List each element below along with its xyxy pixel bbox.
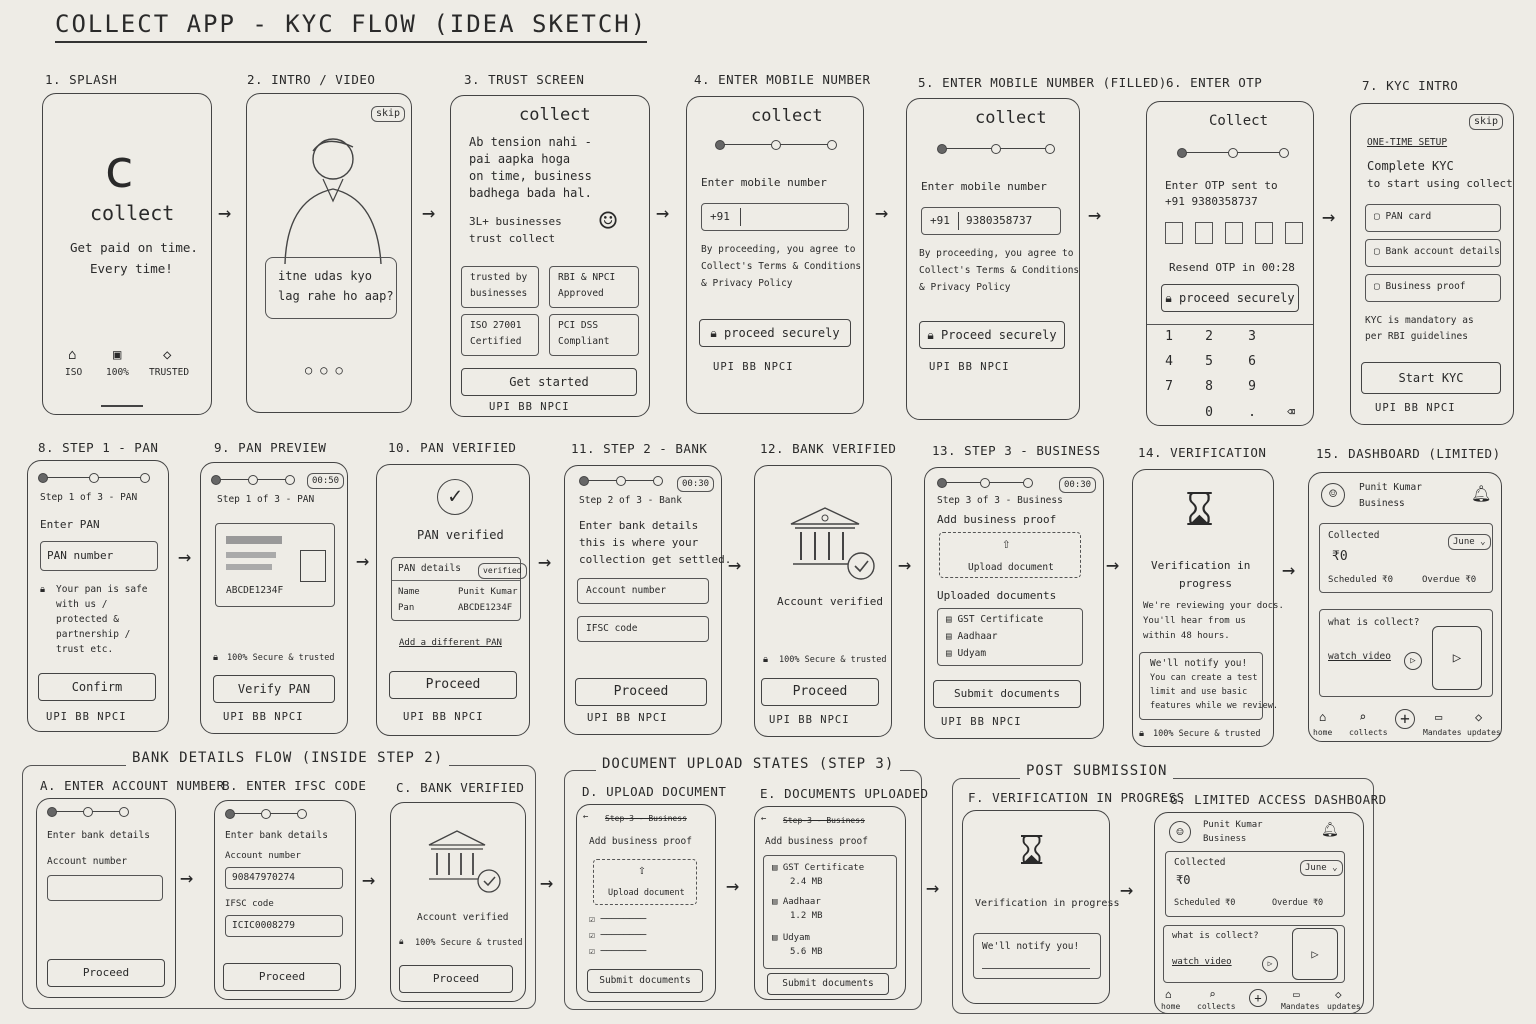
play-icon: ▷: [1262, 956, 1278, 972]
progress-indicator: [937, 478, 1033, 488]
document-icon: ▤: [946, 631, 958, 642]
nav-mandates[interactable]: Mandates: [1281, 1002, 1320, 1011]
field-label: Add business proof: [937, 513, 1057, 526]
upload-document-screen: [576, 804, 716, 1002]
proceed-button[interactable]: 🔒︎ proceed securely: [699, 319, 851, 347]
pan-input[interactable]: PAN number: [40, 541, 158, 571]
field-label: Enter PAN: [40, 518, 100, 531]
bank-screen: 00:30 Step 2 of 3 - Bank Enter bank details this is where your collection get settled. Account number IFSC code Proceed UPI BB NPCI: [564, 465, 722, 735]
document-icon: ▤: [772, 933, 783, 943]
numeric-keypad[interactable]: [1147, 324, 1313, 426]
user-role: Business: [1203, 834, 1247, 844]
progress-indicator: [937, 144, 1055, 154]
kyc-item-pan[interactable]: ▢ PAN card: [1365, 204, 1501, 232]
timer-badge: 00:30: [1059, 477, 1096, 493]
status-text: Account verified: [777, 595, 883, 608]
terms-link[interactable]: Collect's Terms & Conditions: [701, 261, 862, 272]
trust-card: trusted by businesses: [461, 266, 539, 308]
screen-label: 13. STEP 3 - BUSINESS: [932, 443, 1101, 458]
watch-video-link: watch video: [1328, 651, 1391, 662]
account-number-input[interactable]: [47, 875, 163, 901]
proceed-button[interactable]: Proceed: [389, 671, 517, 699]
proceed-button[interactable]: Proceed: [575, 678, 707, 706]
screen-label: 2. INTRO / VIDEO: [247, 72, 376, 87]
key[interactable]: 8: [1205, 379, 1213, 394]
user-name: Punit Kumar: [1359, 482, 1422, 493]
user-name: Punit Kumar: [1203, 820, 1263, 830]
screen-label: 6. ENTER OTP: [1166, 75, 1263, 90]
mandates-icon[interactable]: ▭: [1435, 710, 1443, 724]
search-icon[interactable]: ⌕: [1359, 710, 1367, 724]
flow-arrow: →: [898, 553, 912, 578]
upload-icon: ⇧: [638, 863, 646, 878]
badge-label: 100%: [106, 367, 129, 378]
trust-stat: trust collect: [469, 232, 556, 245]
collect-logo-icon: c: [105, 140, 134, 200]
pan-details-card: PAN details verified Name Punit Kumar Pan ABCDE1234F: [391, 557, 521, 621]
trust-footer: UPI BB NPCI: [929, 361, 1010, 373]
shield-icon[interactable]: ◇: [1335, 988, 1342, 1001]
bank-verified-screen: [754, 465, 892, 737]
bank-icon: [423, 827, 503, 895]
flow-arrow: →: [1322, 205, 1336, 230]
trust-copy: pai aapka hoga: [469, 152, 571, 166]
field-label: Add business proof: [765, 836, 868, 847]
mobile-input[interactable]: +91: [701, 203, 849, 231]
timer-badge: 00:30: [677, 476, 714, 492]
timer-badge: 00:50: [307, 473, 344, 489]
screen-label: 10. PAN VERIFIED: [388, 440, 517, 455]
screen-label: 9. PAN PREVIEW: [214, 440, 327, 455]
submit-documents-button[interactable]: Submit documents: [767, 973, 889, 995]
key[interactable]: 6: [1248, 354, 1256, 369]
intro-screen: [246, 93, 412, 413]
pan-preview-screen: [200, 462, 348, 734]
mobile-filled-screen: [906, 98, 1080, 420]
submit-documents-button[interactable]: Submit documents: [933, 680, 1081, 708]
shield-icon[interactable]: ◇: [1475, 710, 1483, 724]
user-role: Business: [1359, 498, 1405, 509]
status-text: Account verified: [417, 912, 509, 923]
bank-icon: [785, 504, 877, 582]
screen-label: 8. STEP 1 - PAN: [38, 440, 159, 455]
photo-icon: [300, 550, 326, 582]
screen-label: 5. ENTER MOBILE NUMBER (FILLED): [918, 75, 1167, 90]
splash-screen: [42, 93, 212, 415]
avatar-icon[interactable]: ☺: [1169, 821, 1191, 843]
key[interactable]: 0: [1205, 405, 1213, 420]
watch-video-link: watch video: [1172, 957, 1232, 967]
chart-icon: ▣: [113, 347, 122, 363]
field-label: Enter mobile number: [701, 176, 827, 189]
screen-label: C. BANK VERIFIED: [396, 780, 525, 795]
kyc-heading: Complete KYC: [1367, 159, 1454, 173]
bubble-text: lag rahe ho aap?: [278, 289, 394, 303]
document-icon: ▤: [772, 863, 783, 873]
lock-icon: 🔒︎: [1139, 728, 1145, 739]
pan-verified-screen: [376, 464, 530, 736]
progress-indicator: [579, 476, 663, 486]
person-icon: ☺: [599, 204, 618, 239]
flow-arrow: →: [538, 550, 552, 575]
key[interactable]: 2: [1205, 329, 1213, 344]
key[interactable]: 4: [1165, 354, 1173, 369]
progress-indicator: [211, 475, 295, 485]
lock-icon: 🔒︎: [40, 584, 46, 595]
bell-icon[interactable]: 🔔︎: [1471, 484, 1492, 503]
kyc-intro-screen: [1350, 103, 1514, 425]
enter-ifsc-screen: Enter bank details Account number 90847970274 IFSC code ICIC0008279 Proceed: [214, 800, 356, 1000]
flow-arrow: →: [1282, 558, 1296, 583]
nav-home[interactable]: home: [1313, 728, 1333, 737]
key[interactable]: 1: [1165, 329, 1173, 344]
verification-progress-screen: [962, 810, 1120, 1004]
flow-arrow: →: [1088, 203, 1102, 228]
skip-button[interactable]: skip: [371, 106, 405, 122]
checklist: ☑ ────────: [589, 914, 647, 925]
verified-badge: verified: [478, 563, 527, 579]
proceed-button[interactable]: Proceed: [761, 678, 879, 706]
flow-arrow: →: [656, 201, 670, 226]
confirm-button[interactable]: Confirm: [38, 673, 156, 701]
secure-note: 100% Secure & trusted: [1153, 729, 1261, 739]
avatar-icon[interactable]: ☺: [1321, 483, 1345, 507]
backspace-icon[interactable]: ⌫: [1287, 405, 1295, 420]
dashboard-screen: [1308, 472, 1502, 742]
secure-note: 100% Secure & trusted: [415, 938, 523, 948]
setup-tag: ONE-TIME SETUP: [1367, 137, 1448, 148]
home-icon[interactable]: ⌂: [1319, 710, 1327, 724]
document-icon: ▤: [772, 897, 783, 907]
proceed-button[interactable]: 🔒︎ Proceed securely: [919, 321, 1065, 349]
notify-card: We'll notify you! You can create a test limit and use basic features while we review.: [1139, 652, 1263, 720]
flow-arrow: →: [422, 201, 436, 226]
account-number-input[interactable]: Account number: [577, 578, 709, 604]
progress-indicator: [1177, 148, 1289, 158]
screen-label: E. DOCUMENTS UPLOADED: [760, 786, 929, 801]
trust-copy: Ab tension nahi -: [469, 135, 592, 149]
proceed-button[interactable]: Proceed: [223, 963, 341, 991]
trust-card: RBI & NPCI Approved: [549, 266, 639, 308]
nav-updates[interactable]: updates: [1467, 728, 1501, 737]
enter-account-screen: Enter bank details Account number Proceed: [36, 798, 176, 998]
screen-label: A. ENTER ACCOUNT NUMBER: [40, 778, 225, 793]
flow-arrow: →: [180, 866, 194, 891]
get-started-button[interactable]: Get started: [461, 368, 637, 396]
add-icon[interactable]: +: [1249, 989, 1267, 1007]
bubble-text: itne udas kyo: [278, 269, 372, 283]
what-is-collect-card[interactable]: what is collect? watch video ▷ ▷: [1163, 925, 1345, 983]
otp-screen: [1146, 101, 1314, 426]
speech-bubble: [265, 257, 397, 319]
trust-footer: UPI BB NPCI: [403, 711, 484, 723]
lock-icon: 🔒︎: [710, 326, 724, 340]
otp-prompt: Enter OTP sent to: [1165, 179, 1278, 192]
ifsc-input[interactable]: ICIC0008279: [225, 915, 343, 937]
video-thumbnail: ▷: [1292, 928, 1338, 980]
bank-icon: ⌂: [68, 347, 77, 363]
screen-label: 15. DASHBOARD (LIMITED): [1316, 446, 1501, 461]
document-icon: ▢: [1374, 281, 1386, 292]
search-icon[interactable]: ⌕: [1209, 988, 1216, 1001]
field-label: Add business proof: [589, 836, 692, 847]
nav-mandates[interactable]: Mandates: [1423, 728, 1462, 737]
page-title: COLLECT APP - KYC FLOW (IDEA SKETCH): [55, 10, 647, 43]
page-indicator[interactable]: ○○○: [305, 363, 351, 377]
screen-label: D. UPLOAD DOCUMENT: [582, 784, 727, 799]
nav-collects[interactable]: collects: [1197, 1002, 1236, 1011]
group-title: DOCUMENT UPLOAD STATES (STEP 3): [596, 756, 900, 772]
play-icon: ▷: [1404, 652, 1422, 670]
nav-home[interactable]: home: [1161, 1002, 1181, 1011]
field-label: Enter mobile number: [921, 180, 1047, 193]
key[interactable]: .: [1248, 405, 1256, 420]
flow-arrow: →: [356, 549, 370, 574]
back-icon[interactable]: ←: [761, 814, 767, 824]
status-heading: Verification in: [1151, 559, 1251, 572]
notify-card: We'll notify you!: [973, 933, 1101, 979]
step-label: Step 1 of 3 - PAN: [217, 494, 315, 505]
lock-icon: 🔒︎: [1165, 291, 1179, 305]
badge-label: TRUSTED: [149, 367, 190, 378]
trust-copy: badhega bada hal.: [469, 186, 592, 200]
key[interactable]: 3: [1248, 329, 1256, 344]
kyc-item-bank[interactable]: ▢ Bank account details: [1365, 239, 1501, 267]
pan-screen: Step 1 of 3 - PAN Enter PAN PAN number 🔒︎ Your pan is safe with us / protected & partnership / trust etc. Confirm UPI BB NPCI: [27, 460, 169, 732]
kyc-item-business[interactable]: ▢ Business proof: [1365, 274, 1501, 302]
check-icon: ✓: [437, 479, 473, 515]
person-illustration: [265, 129, 385, 264]
otp-box[interactable]: [1255, 222, 1273, 244]
progress-indicator: [715, 140, 839, 150]
privacy-link[interactable]: & Privacy Policy: [919, 282, 1011, 293]
trust-footer: UPI BB NPCI: [713, 361, 794, 373]
flow-arrow: →: [218, 201, 232, 226]
video-thumbnail: ▷: [1432, 626, 1482, 690]
trust-stat: 3L+ businesses: [469, 215, 562, 228]
verification-screen: ⌛︎ Verification in progress We're reviewing your docs. You'll hear from us within 48 hours. We'll notify you! You can create a test limit and use basic features while we review. 🔒︎ 100% Secure & trusted: [1132, 469, 1274, 747]
flow-arrow: →: [1106, 553, 1120, 578]
pan-card-preview: ABCDE1234F: [215, 523, 335, 607]
hourglass-icon: ⌛︎: [1019, 828, 1045, 874]
bank-icon: ▢: [1374, 246, 1386, 257]
trust-screen: [450, 95, 650, 417]
upload-dropzone[interactable]: ⇧ Upload document: [939, 532, 1081, 578]
what-is-collect-card[interactable]: what is collect? watch video ▷ ▷: [1319, 609, 1493, 697]
trust-footer: UPI BB NPCI: [46, 711, 127, 723]
status-text: PAN verified: [417, 528, 504, 542]
kyc-note: per RBI guidelines: [1365, 331, 1468, 342]
month-dropdown[interactable]: June ⌄: [1448, 534, 1491, 550]
resend-timer[interactable]: Resend OTP in 00:28: [1169, 261, 1295, 274]
trust-footer: UPI BB NPCI: [941, 716, 1022, 728]
otp-box[interactable]: [1195, 222, 1213, 244]
home-icon[interactable]: ⌂: [1165, 988, 1172, 1001]
legal-text: By proceeding, you agree to: [919, 248, 1074, 259]
add-different-pan-link[interactable]: Add a different PAN: [399, 638, 502, 648]
collected-card: Collected ₹0 June ⌄ Scheduled ₹0 Overdue ₹0: [1165, 851, 1345, 917]
checklist: ☑ ────────: [589, 946, 647, 957]
document-icon: ▤: [946, 614, 958, 625]
screen-label: 14. VERIFICATION: [1138, 445, 1267, 460]
lock-icon: 🔒︎: [763, 654, 769, 665]
flow-arrow: →: [726, 874, 740, 899]
screen-label: 11. STEP 2 - BANK: [571, 441, 708, 456]
ifsc-input[interactable]: IFSC code: [577, 616, 709, 642]
collected-card: Collected ₹0 June ⌄ Scheduled ₹0 Overdue ₹0: [1319, 523, 1493, 593]
status-text: Verification in progress: [975, 898, 1120, 909]
back-icon[interactable]: ←: [583, 812, 589, 822]
lock-icon: 🔒︎: [213, 652, 219, 663]
bell-icon[interactable]: 🔔︎: [1321, 822, 1339, 838]
screen-label: B. ENTER IFSC CODE: [222, 778, 367, 793]
trust-card: PCI DSS Compliant: [549, 314, 639, 356]
mandates-icon[interactable]: ▭: [1293, 988, 1300, 1001]
screen-label: F. VERIFICATION IN PROGRESS: [968, 790, 1185, 805]
tagline: Get paid on time.: [70, 240, 198, 255]
progress-indicator: [47, 807, 129, 817]
proceed-button[interactable]: 🔒︎ proceed securely: [1161, 284, 1299, 312]
screen-label: 4. ENTER MOBILE NUMBER: [694, 72, 871, 87]
kyc-note: KYC is mandatory as: [1365, 315, 1474, 326]
skip-button[interactable]: skip: [1469, 114, 1503, 130]
business-screen: [924, 467, 1104, 739]
step-label: Step-3 - Business: [783, 816, 865, 825]
uploaded-list: ▤ GST Certificate 2.4 MB ▤ Aadhaar 1.2 MB ▤ Udyam 5.6 MB: [763, 855, 897, 969]
screen-label: 12. BANK VERIFIED: [760, 441, 897, 456]
shield-icon: ◇: [163, 347, 172, 363]
legal-text: By proceeding, you agree to: [701, 244, 856, 255]
terms-link[interactable]: Collect's Terms & Conditions: [919, 265, 1080, 276]
lock-icon: 🔒︎: [927, 328, 941, 342]
submit-documents-button[interactable]: Submit documents: [587, 969, 703, 993]
flow-arrow: →: [178, 545, 192, 570]
account-number-input[interactable]: 90847970274: [225, 867, 343, 889]
checklist: ☑ ────────: [589, 930, 647, 941]
tagline: Every time!: [90, 261, 173, 276]
trust-footer: UPI BB NPCI: [1375, 402, 1456, 414]
trust-footer: UPI BB NPCI: [223, 711, 304, 723]
progress-indicator: [38, 473, 150, 483]
proceed-button[interactable]: Proceed: [47, 959, 165, 987]
step-label: Step 3 of 3 - Business: [937, 495, 1063, 506]
home-indicator: [101, 405, 143, 407]
screen-label: 1. SPLASH: [45, 72, 118, 87]
key[interactable]: 5: [1205, 354, 1213, 369]
flow-arrow: →: [362, 868, 376, 893]
flow-arrow: →: [540, 871, 554, 896]
otp-box[interactable]: [1285, 222, 1303, 244]
trust-footer: UPI BB NPCI: [587, 712, 668, 724]
progress-indicator: [225, 809, 307, 819]
documents-uploaded-screen: [754, 806, 906, 1000]
flow-arrow: →: [875, 201, 889, 226]
uploaded-heading: Uploaded documents: [937, 589, 1057, 602]
brand-name: collect: [519, 105, 591, 125]
lock-icon: 🔒︎: [399, 937, 404, 947]
step-label: Step 1 of 3 - PAN: [40, 492, 138, 503]
id-card-icon: ▢: [1374, 211, 1386, 222]
group-title: POST SUBMISSION: [1020, 763, 1173, 779]
add-icon[interactable]: +: [1395, 709, 1415, 729]
step-label: Step 2 of 3 - Bank: [579, 495, 682, 506]
brand-name: collect: [751, 106, 823, 126]
secure-note: 100% Secure & trusted: [779, 655, 887, 665]
upload-icon: ⇧: [1002, 536, 1011, 552]
otp-number: +91 9380358737: [1165, 195, 1258, 208]
trust-copy: on time, business: [469, 169, 592, 183]
status-heading: progress: [1179, 577, 1232, 590]
proceed-button[interactable]: Proceed: [399, 965, 513, 993]
step-label: Step-3 - Business: [605, 814, 687, 823]
kyc-subheading: to start using collect: [1367, 177, 1513, 190]
trust-card: ISO 27001 Certified: [461, 314, 539, 356]
privacy-link[interactable]: & Privacy Policy: [701, 278, 793, 289]
otp-box[interactable]: [1225, 222, 1243, 244]
screen-label: 3. TRUST SCREEN: [464, 72, 585, 87]
uploaded-list: ▤ GST Certificate ▤ Aadhaar ▤ Udyam: [937, 608, 1083, 666]
verify-pan-button[interactable]: Verify PAN: [213, 675, 335, 703]
badge-label: ISO: [65, 367, 83, 378]
start-kyc-button[interactable]: Start KYC: [1361, 362, 1501, 394]
flow-arrow: →: [926, 876, 940, 901]
screen-label: 7. KYC INTRO: [1362, 78, 1459, 93]
key[interactable]: 9: [1248, 379, 1256, 394]
document-icon: ▤: [946, 648, 958, 659]
brand-name: collect: [975, 108, 1047, 128]
nav-updates[interactable]: updates: [1327, 1002, 1361, 1011]
nav-collects[interactable]: collects: [1349, 728, 1388, 737]
hourglass-icon: ⌛︎: [1185, 482, 1215, 536]
flow-arrow: →: [728, 553, 742, 578]
limited-dashboard-screen: [1154, 812, 1364, 1014]
brand-name: Collect: [1209, 113, 1269, 129]
month-dropdown[interactable]: June ⌄: [1300, 860, 1343, 876]
mobile-screen: [686, 96, 864, 414]
key[interactable]: 7: [1165, 379, 1173, 394]
trust-footer: UPI BB NPCI: [769, 714, 850, 726]
secure-note: 100% Secure & trusted: [227, 653, 335, 663]
flow-arrow: →: [1120, 878, 1134, 903]
group-title: BANK DETAILS FLOW (INSIDE STEP 2): [126, 750, 449, 766]
upload-dropzone[interactable]: ⇧ Upload document: [593, 859, 697, 905]
brand-name: collect: [90, 201, 175, 225]
bank-verified-mini-screen: [390, 802, 526, 1002]
mobile-input[interactable]: +91 9380358737: [921, 207, 1061, 235]
screen-label: G. LIMITED ACCESS DASHBOARD: [1170, 792, 1387, 807]
otp-box[interactable]: [1165, 222, 1183, 244]
trust-footer: UPI BB NPCI: [489, 401, 570, 413]
